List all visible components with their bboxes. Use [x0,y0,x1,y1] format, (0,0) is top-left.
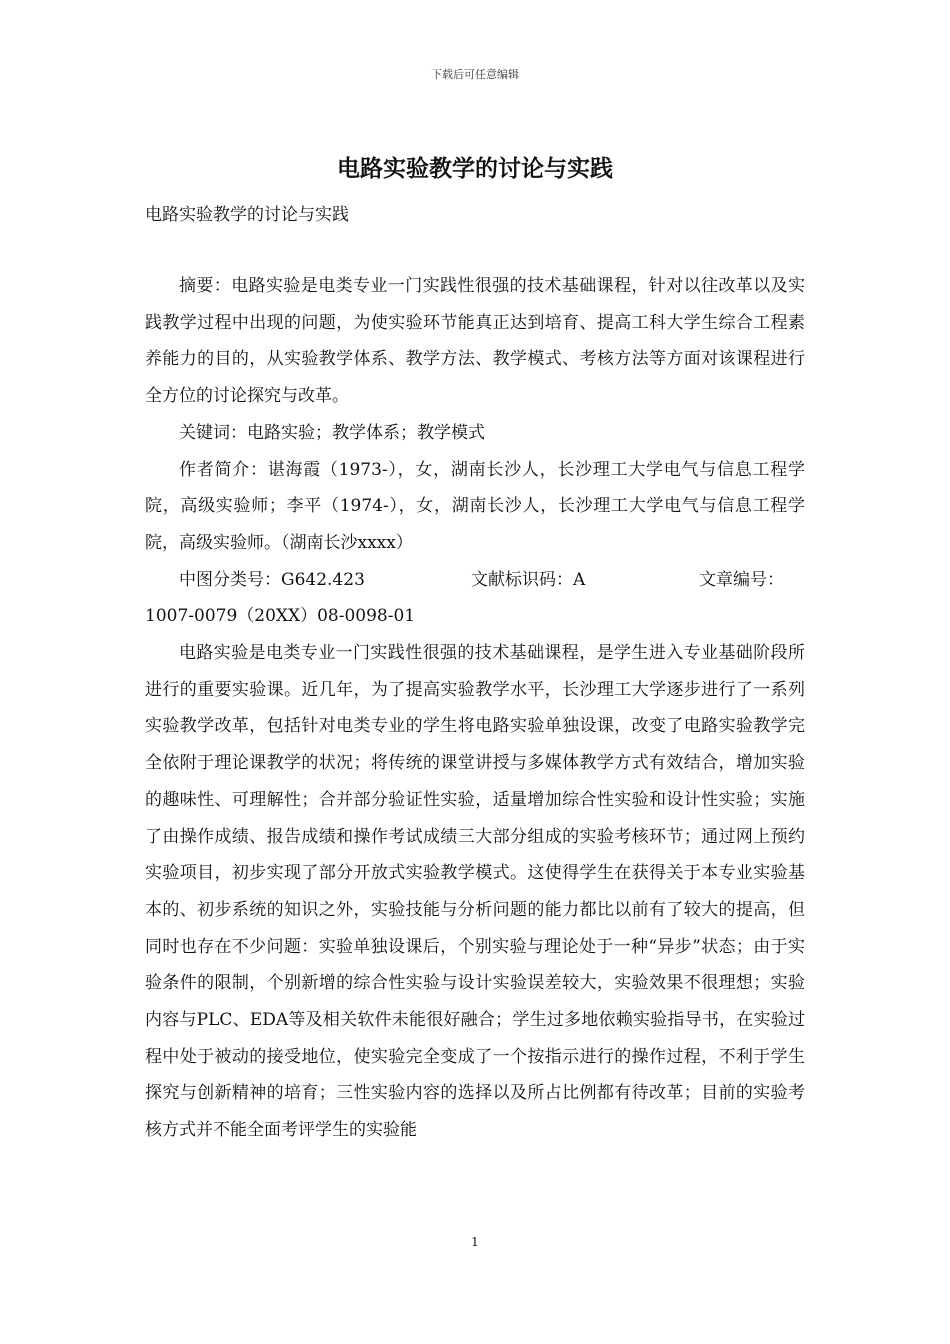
abstract-paragraph: 摘要：电路实验是电类专业一门实践性很强的技术基础课程，针对以往改革以及实践教学过程中出现的问题，为使实验环节能真正达到培育、提高工科大学生综合工程素养能力的目的，从实验教学体系、教学方法、教学模式、考核方法等方面对该课程进行全方位的讨论探究与改革。 [145,276,805,407]
document-title: 电路实验教学的讨论与实践 [337,156,613,182]
author-intro-paragraph: 作者简介：谌海霞（1973-），女，湖南长沙人，长沙理工大学电气与信息工程学院，高级实验师；李平（1974-），女，湖南长沙人，长沙理工大学电气与信息工程学院，高级实验师。（湖南长沙xxxx） [145,459,805,553]
clc-number: 中图分类号：G642.423 [179,569,365,590]
document-body [145,268,805,1149]
document-code: 文献标识码：A [471,569,586,590]
article-number-label: 文章编号： [699,569,784,590]
article-number: 1007-0079（20XX）08-0098-01 [145,606,416,627]
document-subtitle: 电路实验教学的讨论与实践 [145,205,349,225]
keywords-paragraph: 关键词：电路实验；教学体系；教学模式 [179,422,485,443]
main-paragraph: 电路实验是电类专业一门实践性很强的技术基础课程，是学生进入专业基础阶段所进行的重要实验课。近几年，为了提高实验教学水平，长沙理工大学逐步进行了一系列实验教学改革，包括针对电类专业的学生将电路实验单独设课，改变了电路实验教学完全依附于理论课教学的状况；将传统的课堂讲授与多媒体教学方式有效结合，增加实验的趣味性、可理解性；合并部分验证性实验，适量增加综合性实验和设计性实验；实施了由操作成绩、报告成绩和操作考试成绩三大部分组成的实验考核环节；通过网上预约实验项目，初步实现了部分开放式实验教学模式。这使得学生在获得关于本专业实验基本的、初步系统的知识之外，实验技能与分析问题的能力都比以前有了较大的提高，但同时也存在不少问题：实验单独设课后，个别实验与理论处于一种“异步”状态；由于实验条件的限制，个别新增的综合性实验与设计实验误差较大，实验效果不很理想；实验内容与PLC、EDA等及相关软件未能很好融合；学生过多地依赖实验指导书，在实验过程中处于被动的接受地位，使实验完全变成了一个按指示进行的操作过程，不利于学生探究与创新精神的培育；三性实验内容的选择以及所占比例都有待改革；目前的实验考核方式并不能全面考评学生的实验能 [145,643,805,1141]
page-number: 1 [471,1235,479,1249]
classification-line [145,562,805,599]
header-note: 下载后可任意编辑 [431,68,519,81]
